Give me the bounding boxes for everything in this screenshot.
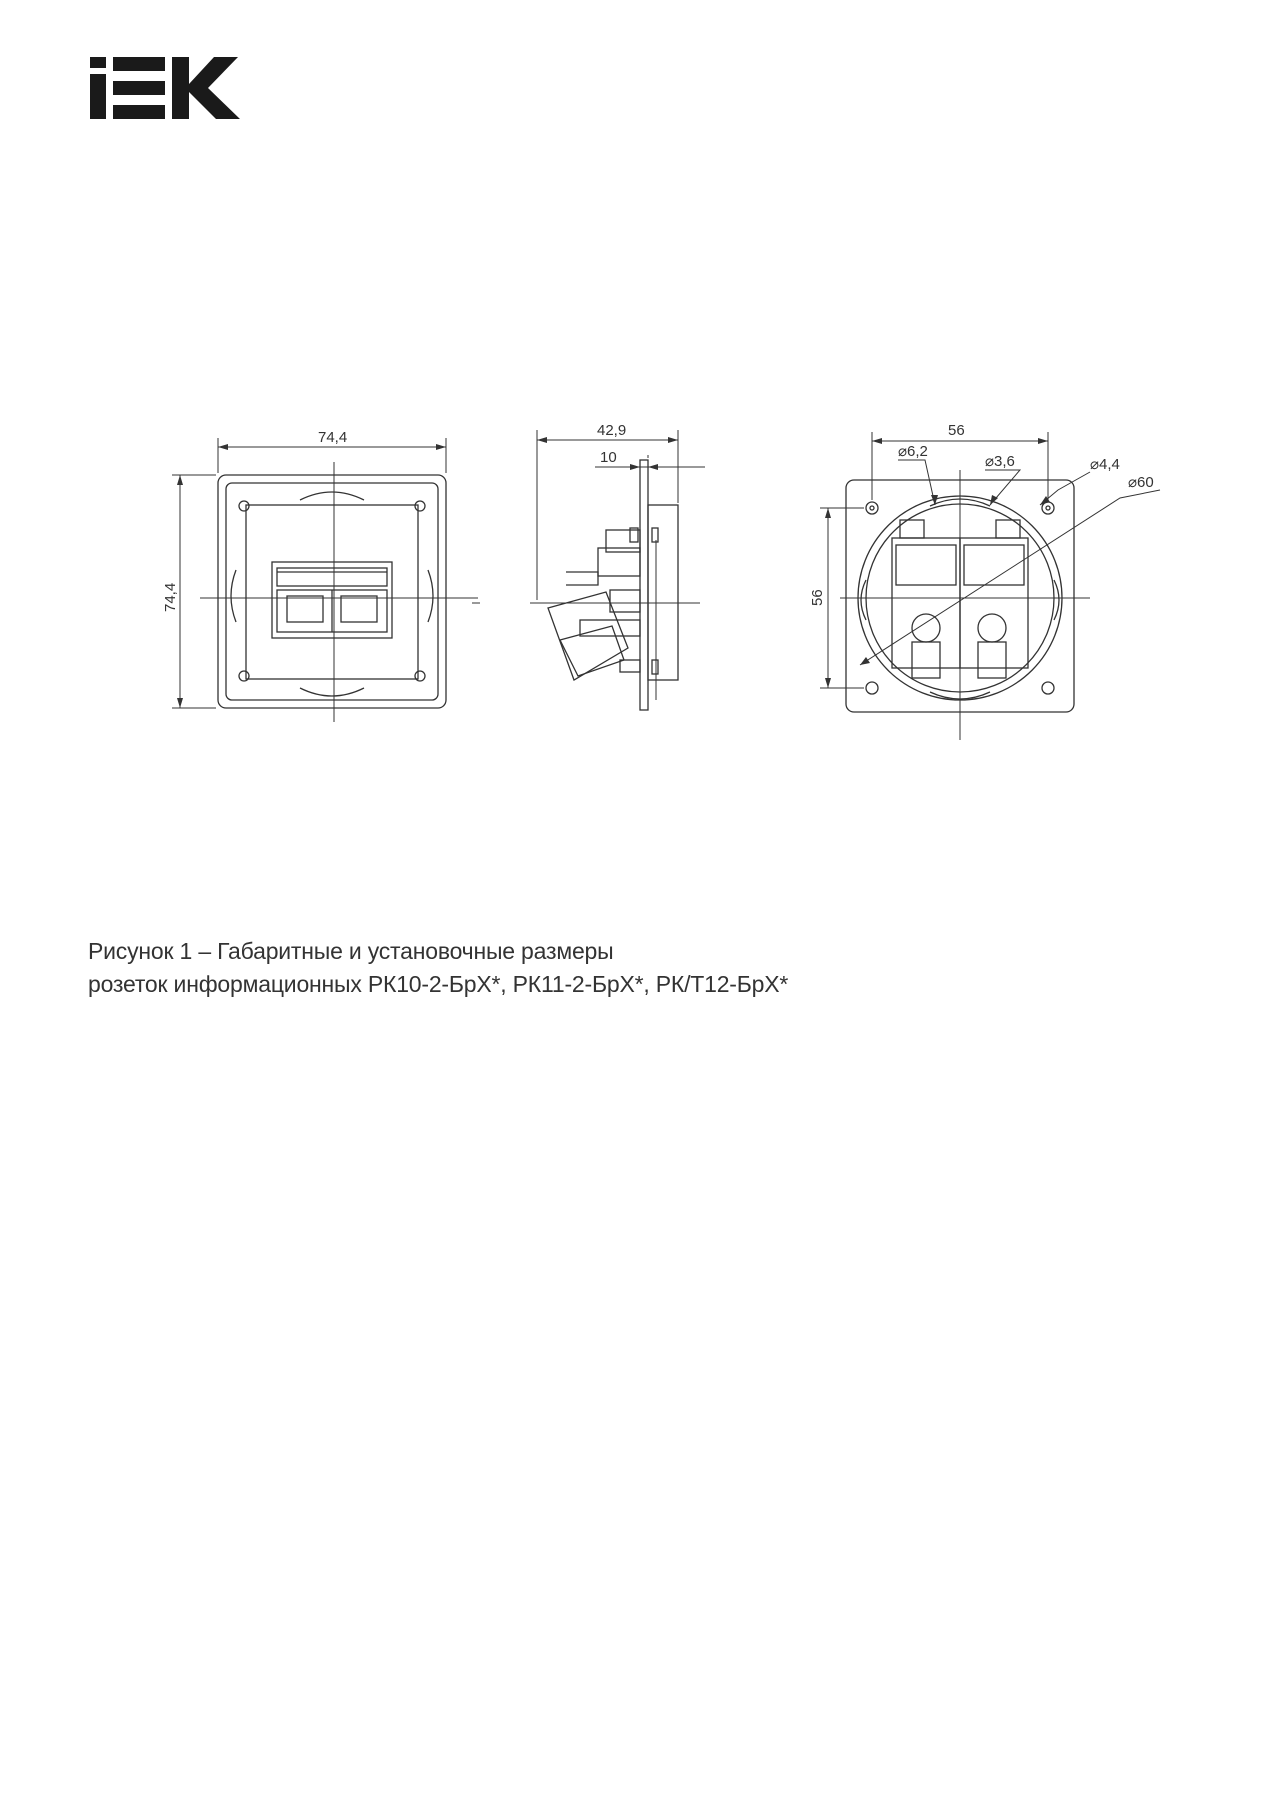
dim-diameter-6-2: ⌀6,2 <box>898 443 928 460</box>
dim-side-depth: 42,9 <box>597 422 627 439</box>
dim-diameter-4-4: ⌀4,4 <box>1090 456 1120 473</box>
dim-back-height: 56 <box>809 589 826 606</box>
caption-line-2: розеток информационных РК10-2-БрХ*, РК11-2-БрХ*, РК/Т12-БрХ* <box>88 971 789 997</box>
back-view <box>820 432 1160 740</box>
dim-side-frame: 10 <box>600 449 617 466</box>
side-view <box>472 430 705 710</box>
front-view <box>172 438 478 722</box>
dim-front-height: 74,4 <box>162 582 179 612</box>
dim-diameter-60: ⌀60 <box>1128 474 1154 491</box>
dim-front-width: 74,4 <box>318 429 348 446</box>
dim-back-width: 56 <box>948 422 965 439</box>
dimension-drawing <box>0 0 1280 800</box>
caption-line-1: Рисунок 1 – Габаритные и установочные размеры <box>88 938 614 964</box>
dim-diameter-3-6: ⌀3,6 <box>985 453 1015 470</box>
figure-caption <box>88 935 788 1001</box>
